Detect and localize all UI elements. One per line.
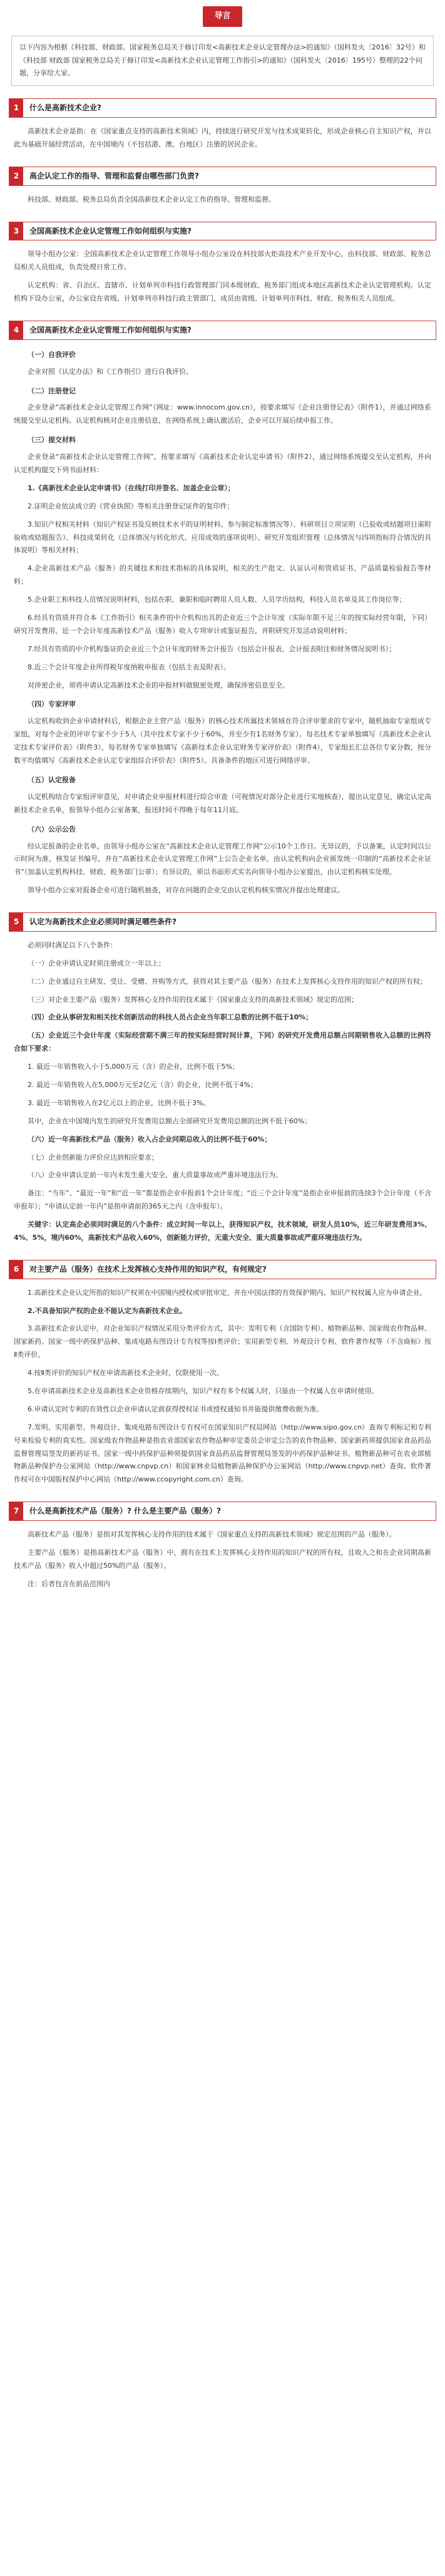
paragraph: 高新技术企业是指：在《国家重点支持的高新技术领域》内，持续进行研究开发与技术成果转化，形成企业核心自主知识产权，并以此为基础开展经营活动，在中国境内（不包括港、澳、台地区）注册的居民企业。	[14, 127, 431, 149]
paragraph: 注：后者包含在前品范围内	[28, 1579, 110, 1588]
question-number: 5	[9, 913, 23, 931]
question-number: 2	[9, 167, 23, 185]
guide-badge: 导言	[203, 6, 242, 27]
paragraph: 领导小组办公室对报备企业可进行随机抽查，对存在问题的企业交由认定机构核实情况并提出处理建议。	[28, 886, 344, 895]
paragraph: 3.高新技术企业认定中，对企业知识产权情况采用分类评价方式，其中：发明专利（含国防专利）、植物新品种、国家级农作物品种、国家新药、国家一级中药保护品种、集成电路布图设计专有权等按Ⅰ类评价；实用新型专利、外观设计专利、软件著作权等（不含商标）按Ⅱ类评价。	[14, 1324, 431, 1359]
question-number: 4	[9, 321, 23, 339]
condition-subitem: 3. 最近一年销售收入在2亿元以上的企业，比例不低于3%。	[28, 1098, 210, 1107]
list-item: 7.经具有资质的中介机构鉴证的企业近三个会计年度的财务会计报告（包括会计报表、会计报表附注和财务情况说明书）；	[28, 644, 396, 653]
paragraph: 企业登录“高新技术企业认定管理工作网”（网址：www.innocom.gov.cn），按要求填写《企业注册登记表》（附件1），并通过网络系统提交至认定机构。认定机构核对企业注册信息，在网络系统上确认激活后，企业可以开展后续申报工作。	[14, 403, 431, 425]
condition-item: （三）对企业主要产品（服务）发挥核心支持作用的技术属于《国家重点支持的高新技术领域》规定的范围；	[28, 995, 358, 1004]
condition-subitem: 2. 最近一年销售收入在5,000万元至2亿元（含）的企业，比例不低于4%；	[28, 1080, 257, 1089]
section-heading: （五）认定报备	[28, 775, 76, 784]
paragraph: 认定机构：省、自治区、直辖市、计划单列市科技行政管理部门同本级财政、税务部门组成本地区高新技术企业认定管理机构。认定机构下设办公室，办公室设在省级、计划单列市科技行政主管部门，成员由省级、计划单列市科技、财政、税务相关人员组成。	[14, 281, 431, 303]
keyword-summary: 关键字：认定高企必须同时满足的八个条件：成立时间一年以上，获得知识产权，技术领域，研发人员10%，近三年研发费用3%、4%、5%，境内60%，高新技术产品收入60%，创新能力评价，无重大安全、重大质量事故或严重环境违法行为。	[14, 1220, 431, 1242]
paragraph: 认定机构结合专家组评审意见，对申请企业申报材料进行综合审查（可视情况对部分企业进行实地核查），提出认定意见，确定认定高新技术企业名单，报领导小组办公室备案，报送时间不得晚于每年11月底。	[14, 792, 431, 814]
question-title: 全国高新技术企业认定管理工作如何组织与实施?	[29, 325, 192, 334]
list-item: 6.经具有资质并符合本《工作指引》相关条件的中介机构出具的企业近三个会计年度（实际年限不足三年的按实际经营年限，下同）研究开发费用、近一个会计年度高新技术产品（服务）收入专项审计或鉴证报告，并附研究开发活动说明材料；	[14, 614, 431, 635]
condition-subitem: 1. 最近一年销售收入小于5,000万元（含）的企业，比例不低于5%；	[28, 1063, 239, 1071]
question-title: 什么是高新技术产品（服务）? 什么是主要产品（服务）?	[29, 1507, 222, 1516]
paragraph: 对涉密企业，须将申请认定高新技术企业的申报材料做脱密处理，确保涉密信息安全。	[28, 681, 289, 689]
paragraph: 科技部、财政部、税务总局负责全国高新技术企业认定工作的指导、管理和监督。	[28, 195, 275, 204]
question-title: 认定为高新技术企业必须同时满足哪些条件?	[29, 917, 176, 927]
condition-subitem: 其中，企业在中国境内发生的研究开发费用总额占全部研究开发费用总额的比例不低于60%；	[28, 1116, 312, 1125]
paragraph: 2.不具备知识产权的企业不能认定为高新技术企业。	[28, 1306, 187, 1315]
question-title: 高企认定工作的指导、管理和监督由哪些部门负责?	[29, 171, 199, 180]
paragraph: 高新技术产品（服务）是指对其发挥核心支持作用的技术属于《国家重点支持的高新技术领域》规定范围的产品（服务）。	[28, 1530, 396, 1539]
question-title: 全国高新技术企业认定管理工作如何组织与实施?	[29, 226, 192, 235]
question-header-5	[9, 912, 436, 932]
condition-item: （六）近一年高新技术产品（服务）收入占企业同期总收入的比例不低于60%；	[28, 1135, 272, 1143]
intro-box	[11, 36, 434, 86]
question-number: 3	[9, 222, 23, 240]
question-title: 什么是高新技术企业?	[29, 103, 101, 113]
condition-item: （二）企业通过自主研发、受让、受赠、并购等方式，获得对其主要产品（服务）在技术上发挥核心支持作用的知识产权的所有权；	[28, 977, 427, 986]
question-header-4	[9, 321, 436, 340]
condition-item: （七）企业创新能力评价应达到相应要求；	[28, 1153, 158, 1162]
section-heading: （四）专家评审	[28, 700, 76, 709]
paragraph: 主要产品（服务）是指高新技术产品（服务）中，拥有在技术上发挥核心支持作用的知识产权的所有权，且收入之和在企业同期高新技术产品（服务）收入中超过50%的产品（服务）。	[14, 1548, 431, 1570]
list-item: 1.《高新技术企业认定申请书》（在线打印并签名、加盖企业公章）；	[28, 483, 235, 492]
condition-item: （一）企业申请认定时须注册成立一年以上；	[28, 959, 165, 967]
paragraph: 1.高新技术企业认定所指的知识产权须在中国境内授权或审批审定，并在中国法律的有效保护期内。知识产权权属人应为申请企业。	[28, 1288, 427, 1297]
list-item: 3.知识产权相关材料（知识产权证书及反映技术水平的证明材料、参与制定标准情况等）、科研项目立项证明（已验收或结题项目需附验收或结题报告）、科技成果转化（总体情况与转化形式、应用成效的逐项说明）、研究开发组织管理（总体情况与四项指标符合情况的具体说明）等相关材料；	[14, 520, 431, 555]
paragraph: 企业对照《认定办法》和《工作指引》进行自我评价。	[28, 367, 193, 376]
paragraph: 7.发明、实用新型、外观设计、集成电路布图设计专有权可在国家知识产权局网站（http://www.sipo.gov.cn）查询专利标记和专利号来检验专利的真实性。国家级农作物品种是指农业部国家农作物品种审定委员会审定公告的农作物品种。国家新药须提供国家食品药品监督管理局签发的新药证书。国家一级中药保护品种须提供国家食品药品监督管理局签发的中药保护品种证书。植物新品种可在农业部植物新品种保护办公室网站（http://www.cnpvp.cn）和国家林业局植物新品种保护办公室网站（http://www.cnpvp.net）查询。软件著作权可在中国版权保护中心网站（http://www.ccopyright.com.cn）查询。	[14, 1423, 431, 1484]
condition-item: （四）企业从事研发和相关技术创新活动的科技人员占企业当年职工总数的比例不低于10%；	[28, 1013, 313, 1022]
paragraph: 企业登录“高新技术企业认定管理工作网”，按要求填写《高新技术企业认定申请书》（附件2），通过网络系统提交至认定机构，并向认定机构提交下列书面材料：	[14, 453, 431, 475]
paragraph: 4.按Ⅱ类评价的知识产权在申请高新技术企业时，仅限使用一次。	[28, 1369, 223, 1378]
paragraph: 认定机构收到企业申请材料后，根据企业主营产品（服务）的核心技术所属技术领域在符合评审要求的专家中，随机抽取专家组成专家组，对每个企业的评审专家不少于5人（其中技术专家不少于60%，并至少有1名财务专家）。每名技术专家单独填写《高新技术企业认定技术专家评价表》（附件3），每名财务专家单独填写《高新技术企业认定财务专家评价表》（附件4），专家组长汇总各位专家分数，按分数平均值填写《高新技术企业认定专家组综合评价表》（附件5）。具备条件的地区可进行网络评审。	[14, 717, 431, 765]
question-number: 7	[9, 1502, 23, 1520]
list-item: 5.企业职工和科技人员情况说明材料，包括在职、兼职和临时聘用人员人数、人员学历结构，科技人员名单及其工作岗位等；	[28, 595, 406, 604]
section-heading: （一）自我评价	[28, 350, 76, 359]
list-item: 8.近三个会计年度企业所得税年度纳税申报表（包括主表及附表）。	[28, 662, 230, 671]
question-number: 6	[9, 1260, 23, 1279]
condition-item: （八）企业申请认定前一年内未发生重大安全、重大质量事故或严重环境违法行为。	[28, 1171, 282, 1180]
question-header-1	[9, 98, 436, 118]
section-heading: （六）公示公告	[28, 825, 76, 833]
paragraph: 必须同时满足以下八个条件：	[28, 940, 117, 949]
paragraph: 5.在申请高新技术企业及高新技术企业资格存续期内，知识产权有多个权属人时，只能由一个权属人在申请时使用。	[28, 1387, 379, 1396]
paragraph: 领导小组办公室：全国高新技术企业认定管理工作领导小组办公室设在科技部火炬高技术产业开发中心，由科技部、财政部、税务总局相关人员组成，负责处理日常工作。	[14, 250, 431, 272]
question-number: 1	[9, 99, 23, 117]
list-item: 4.企业高新技术产品（服务）的关键技术和技术指标的具体说明，相关的生产批文、认证认可和资质证书、产品质量检验报告等材料；	[14, 564, 431, 586]
question-header-3	[9, 222, 436, 241]
section-heading: （二）注册登记	[28, 386, 76, 395]
paragraph: 经认定报备的企业名单，由领导小组办公室在“高新技术企业认定管理工作网”公示10个工作日。无异议的，予以备案，认定时间以公示时间为准，核发证书编号，并在“高新技术企业认定管理工作网”上公告企业名单，由认定机构向企业颁发统一印制的“高新技术企业证书”（加盖认定机构科技、财政、税务部门公章）；有异议的，须以书面形式实名向领导小组办公室提出，由认定机构核实处理。	[14, 842, 431, 877]
question-title: 对主要产品（服务）在技术上发挥核心支持作用的知识产权，有何规定?	[29, 1264, 267, 1274]
question-header-2	[9, 167, 436, 186]
list-item: 2.证明企业依法成立的《营业执照》等相关注册登记证件的复印件；	[28, 502, 234, 510]
question-header-6	[9, 1260, 436, 1279]
paragraph: 6.申请认定时专利的有效性以企业申请认定前获得授权证书或授权通知书并能提供缴费收据为准。	[28, 1404, 324, 1413]
note: 备注：“当年”、“最近一年”和“近一年”都是指企业申报前1个会计年度；“近三个会计年度”是指企业申报前的连续3个会计年度（不含申报年）；“申请认定前一年内”是指申请前的365天之内（含申报年）。	[14, 1189, 431, 1211]
section-heading: （三）提交材料	[28, 436, 76, 445]
question-header-7	[9, 1502, 436, 1521]
intro-text: 以下内容为根据《科技部、财政部、国家税务总局关于修订印发<高新技术企业认定管理办法>的通知》（国科发火〔2016〕32号）和《科技部 财政部 国家税务总局关于修订印发<高新技术企业认定管理工作指引>的通知》（国科发火〔2016〕195号）整理的22个问题，分享给大家。	[19, 43, 426, 78]
condition-item: （五）企业近三个会计年度（实际经营期不满三年的按实际经营时间计算，下同）的研究开发费用总额占同期销售收入总额的比例符合如下要求：	[14, 1031, 431, 1053]
